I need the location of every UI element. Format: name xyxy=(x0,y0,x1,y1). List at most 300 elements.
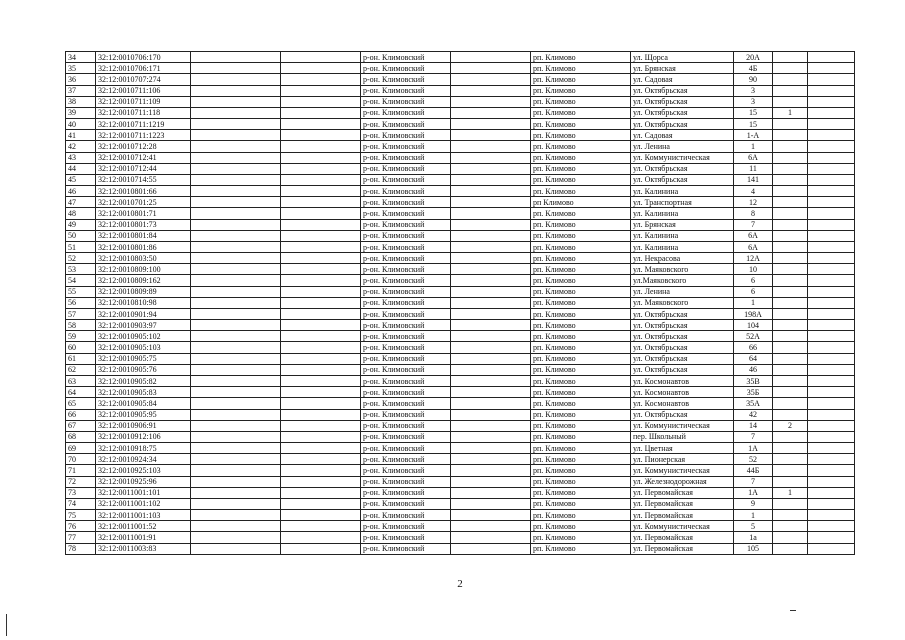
table-row xyxy=(66,431,855,442)
cell-street: ул. Космонавтов xyxy=(631,387,734,398)
cell-row-number: 64 xyxy=(66,387,96,398)
cell-street: ул. Октябрьская xyxy=(631,364,734,375)
cell-apartment xyxy=(773,476,808,487)
cell-street: ул. Октябрьская xyxy=(631,119,734,130)
cell-street: ул. Октябрьская xyxy=(631,342,734,353)
cell-street: ул. Октябрьская xyxy=(631,353,734,364)
cell-locality: рп. Климово xyxy=(531,52,631,63)
cell-street: ул. Брянская xyxy=(631,219,734,230)
cell-empty xyxy=(281,364,361,375)
cell-empty xyxy=(808,241,855,252)
cell-district: р-он. Климовский xyxy=(361,230,451,241)
cell-district: р-он. Климовский xyxy=(361,498,451,509)
cell-locality: рп. Климово xyxy=(531,219,631,230)
cell-empty xyxy=(191,510,281,521)
cell-house: 1А xyxy=(734,487,773,498)
cell-row-number: 37 xyxy=(66,85,96,96)
cell-house: 15 xyxy=(734,107,773,118)
cell-empty xyxy=(451,107,531,118)
cell-empty xyxy=(808,286,855,297)
cell-street: ул. Маяковского xyxy=(631,297,734,308)
cell-empty xyxy=(281,320,361,331)
cell-empty xyxy=(451,253,531,264)
cell-house: 104 xyxy=(734,320,773,331)
cell-empty xyxy=(451,476,531,487)
cell-district: р-он. Климовский xyxy=(361,308,451,319)
cell-empty xyxy=(808,521,855,532)
cell-apartment xyxy=(773,543,808,554)
table-row xyxy=(66,454,855,465)
cell-locality: рп. Климово xyxy=(531,141,631,152)
cell-empty xyxy=(451,498,531,509)
cell-house: 1 xyxy=(734,297,773,308)
cell-street: ул. Ленина xyxy=(631,286,734,297)
cell-locality: рп. Климово xyxy=(531,130,631,141)
cell-cadastral-number: 32:12:0010906:91 xyxy=(96,420,191,431)
cell-empty xyxy=(808,107,855,118)
cell-empty xyxy=(451,364,531,375)
cell-locality: рп Климово xyxy=(531,197,631,208)
cell-empty xyxy=(451,320,531,331)
cell-apartment xyxy=(773,264,808,275)
cell-locality: рп. Климово xyxy=(531,74,631,85)
cell-cadastral-number: 32:12:0011001:91 xyxy=(96,532,191,543)
cell-row-number: 71 xyxy=(66,465,96,476)
cell-locality: рп. Климово xyxy=(531,253,631,264)
cell-street: ул. Первомайская xyxy=(631,532,734,543)
cell-empty xyxy=(281,431,361,442)
cell-apartment xyxy=(773,241,808,252)
cell-empty xyxy=(808,85,855,96)
cell-row-number: 54 xyxy=(66,275,96,286)
cell-apartment xyxy=(773,510,808,521)
cell-empty xyxy=(451,186,531,197)
table-row xyxy=(66,208,855,219)
cell-cadastral-number: 32:12:0010711:109 xyxy=(96,96,191,107)
cell-apartment xyxy=(773,286,808,297)
cell-apartment xyxy=(773,443,808,454)
cell-empty xyxy=(191,431,281,442)
cell-apartment xyxy=(773,63,808,74)
cell-empty xyxy=(281,63,361,74)
cell-empty xyxy=(451,465,531,476)
cell-empty xyxy=(281,85,361,96)
cell-district: р-он. Климовский xyxy=(361,320,451,331)
cell-street: ул. Октябрьская xyxy=(631,409,734,420)
cell-empty xyxy=(451,96,531,107)
cell-street: пер. Школьный xyxy=(631,431,734,442)
cell-empty xyxy=(451,85,531,96)
table-row xyxy=(66,163,855,174)
cell-row-number: 62 xyxy=(66,364,96,375)
cell-empty xyxy=(451,297,531,308)
cell-empty xyxy=(191,465,281,476)
cell-apartment: 1 xyxy=(773,107,808,118)
cell-apartment xyxy=(773,96,808,107)
cell-district: р-он. Климовский xyxy=(361,253,451,264)
cell-empty xyxy=(281,130,361,141)
cell-row-number: 47 xyxy=(66,197,96,208)
cell-empty xyxy=(281,286,361,297)
cell-street: ул. Маяковского xyxy=(631,264,734,275)
cell-cadastral-number: 32:12:0010712:28 xyxy=(96,141,191,152)
cell-empty xyxy=(451,141,531,152)
table-row xyxy=(66,476,855,487)
scan-artifact-mark xyxy=(6,614,7,636)
cell-cadastral-number: 32:12:0010801:71 xyxy=(96,208,191,219)
cell-district: р-он. Климовский xyxy=(361,476,451,487)
table-row xyxy=(66,331,855,342)
cell-street: ул. Щорса xyxy=(631,52,734,63)
cell-locality: рп. Климово xyxy=(531,353,631,364)
cell-locality: рп. Климово xyxy=(531,119,631,130)
cell-cadastral-number: 32:12:0010706:170 xyxy=(96,52,191,63)
cell-empty xyxy=(191,230,281,241)
cell-locality: рп. Климово xyxy=(531,264,631,275)
cell-empty xyxy=(451,163,531,174)
cell-district: р-он. Климовский xyxy=(361,63,451,74)
cell-empty xyxy=(451,431,531,442)
cell-empty xyxy=(191,52,281,63)
cell-empty xyxy=(808,52,855,63)
cell-street: ул. Первомайская xyxy=(631,510,734,521)
cell-empty xyxy=(451,487,531,498)
cell-locality: рп. Климово xyxy=(531,510,631,521)
cell-apartment xyxy=(773,174,808,185)
cell-empty xyxy=(281,543,361,554)
cell-empty xyxy=(281,521,361,532)
cell-house: 35А xyxy=(734,398,773,409)
cell-row-number: 57 xyxy=(66,308,96,319)
cell-district: р-он. Климовский xyxy=(361,431,451,442)
cell-cadastral-number: 32:12:0010905:82 xyxy=(96,375,191,386)
cell-apartment xyxy=(773,320,808,331)
cell-house: 7 xyxy=(734,476,773,487)
cell-locality: рп. Климово xyxy=(531,420,631,431)
table-row xyxy=(66,230,855,241)
cell-empty xyxy=(451,387,531,398)
cell-empty xyxy=(808,364,855,375)
table-row xyxy=(66,375,855,386)
cell-empty xyxy=(191,543,281,554)
cell-row-number: 63 xyxy=(66,375,96,386)
cell-empty xyxy=(808,297,855,308)
cell-locality: рп. Климово xyxy=(531,85,631,96)
cell-empty xyxy=(191,476,281,487)
cell-empty xyxy=(191,375,281,386)
cell-row-number: 50 xyxy=(66,230,96,241)
cell-row-number: 72 xyxy=(66,476,96,487)
cell-district: р-он. Климовский xyxy=(361,342,451,353)
table-row xyxy=(66,387,855,398)
cell-street: ул. Калинина xyxy=(631,241,734,252)
cell-empty xyxy=(191,297,281,308)
cell-apartment xyxy=(773,409,808,420)
cell-house: 6А xyxy=(734,241,773,252)
cell-empty xyxy=(808,264,855,275)
cell-apartment xyxy=(773,275,808,286)
cell-empty xyxy=(191,186,281,197)
cell-locality: рп. Климово xyxy=(531,443,631,454)
cell-empty xyxy=(191,532,281,543)
cell-locality: рп. Климово xyxy=(531,286,631,297)
cell-empty xyxy=(281,420,361,431)
cell-district: р-он. Климовский xyxy=(361,465,451,476)
cell-row-number: 76 xyxy=(66,521,96,532)
cell-apartment xyxy=(773,387,808,398)
cell-district: р-он. Климовский xyxy=(361,532,451,543)
cell-district: р-он. Климовский xyxy=(361,521,451,532)
cell-house: 44Б xyxy=(734,465,773,476)
table-row xyxy=(66,107,855,118)
cell-row-number: 75 xyxy=(66,510,96,521)
cell-empty xyxy=(808,353,855,364)
cell-empty xyxy=(451,543,531,554)
cell-empty xyxy=(808,454,855,465)
cell-empty xyxy=(281,398,361,409)
table-row xyxy=(66,409,855,420)
cell-cadastral-number: 32:12:0011001:101 xyxy=(96,487,191,498)
cell-row-number: 45 xyxy=(66,174,96,185)
cell-locality: рп. Климово xyxy=(531,532,631,543)
table-row xyxy=(66,364,855,375)
cell-empty xyxy=(451,152,531,163)
cell-empty xyxy=(281,163,361,174)
cell-apartment xyxy=(773,52,808,63)
cell-empty xyxy=(281,487,361,498)
cell-house: 42 xyxy=(734,409,773,420)
table-row xyxy=(66,119,855,130)
cell-apartment xyxy=(773,398,808,409)
cell-row-number: 42 xyxy=(66,141,96,152)
cell-apartment xyxy=(773,85,808,96)
cell-district: р-он. Климовский xyxy=(361,197,451,208)
cell-cadastral-number: 32:12:0010905:103 xyxy=(96,342,191,353)
cell-apartment xyxy=(773,186,808,197)
cell-cadastral-number: 32:12:0010712:41 xyxy=(96,152,191,163)
cell-empty xyxy=(451,74,531,85)
cell-locality: рп. Климово xyxy=(531,163,631,174)
cell-empty xyxy=(808,342,855,353)
cell-empty xyxy=(808,532,855,543)
cell-district: р-он. Климовский xyxy=(361,510,451,521)
cell-row-number: 68 xyxy=(66,431,96,442)
cell-empty xyxy=(808,141,855,152)
cell-cadastral-number: 32:12:0010912:106 xyxy=(96,431,191,442)
cell-apartment xyxy=(773,130,808,141)
cell-district: р-он. Климовский xyxy=(361,398,451,409)
cell-apartment xyxy=(773,74,808,85)
cell-row-number: 56 xyxy=(66,297,96,308)
table-row xyxy=(66,308,855,319)
cell-empty xyxy=(808,431,855,442)
cell-row-number: 70 xyxy=(66,454,96,465)
cell-empty xyxy=(281,353,361,364)
table-row xyxy=(66,498,855,509)
cell-apartment xyxy=(773,219,808,230)
cell-district: р-он. Климовский xyxy=(361,163,451,174)
cell-house: 20А xyxy=(734,52,773,63)
cell-cadastral-number: 32:12:0010905:95 xyxy=(96,409,191,420)
cell-empty xyxy=(451,375,531,386)
cell-empty xyxy=(191,63,281,74)
cell-cadastral-number: 32:12:0010801:66 xyxy=(96,186,191,197)
cell-house: 90 xyxy=(734,74,773,85)
cell-empty xyxy=(281,510,361,521)
cell-locality: рп. Климово xyxy=(531,487,631,498)
cell-cadastral-number: 32:12:0010905:76 xyxy=(96,364,191,375)
cell-cadastral-number: 32:12:0010924:34 xyxy=(96,454,191,465)
cell-empty xyxy=(808,465,855,476)
cell-empty xyxy=(808,320,855,331)
cell-row-number: 65 xyxy=(66,398,96,409)
cell-cadastral-number: 32:12:0010801:73 xyxy=(96,219,191,230)
cell-apartment xyxy=(773,342,808,353)
cell-cadastral-number: 32:12:0010809:89 xyxy=(96,286,191,297)
cell-street: ул. Первомайская xyxy=(631,487,734,498)
cell-empty xyxy=(451,275,531,286)
cell-empty xyxy=(281,409,361,420)
cell-street: ул. Октябрьская xyxy=(631,96,734,107)
cell-house: 6 xyxy=(734,286,773,297)
table-row xyxy=(66,465,855,476)
table-row xyxy=(66,275,855,286)
cell-row-number: 34 xyxy=(66,52,96,63)
cell-locality: рп. Климово xyxy=(531,186,631,197)
cell-empty xyxy=(191,398,281,409)
cell-row-number: 41 xyxy=(66,130,96,141)
cell-empty xyxy=(451,63,531,74)
cell-empty xyxy=(808,543,855,554)
cell-empty xyxy=(191,174,281,185)
cell-empty xyxy=(451,230,531,241)
cell-district: р-он. Климовский xyxy=(361,219,451,230)
cell-district: р-он. Климовский xyxy=(361,85,451,96)
registry-body xyxy=(66,52,855,555)
table-row xyxy=(66,141,855,152)
cell-empty xyxy=(451,409,531,420)
scan-artifact-dash xyxy=(790,610,796,611)
cell-row-number: 60 xyxy=(66,342,96,353)
cell-locality: рп. Климово xyxy=(531,152,631,163)
cell-empty xyxy=(191,454,281,465)
cell-cadastral-number: 32:12:0011001:102 xyxy=(96,498,191,509)
cell-locality: рп. Климово xyxy=(531,498,631,509)
cell-locality: рп. Климово xyxy=(531,543,631,554)
cell-empty xyxy=(281,387,361,398)
cell-row-number: 40 xyxy=(66,119,96,130)
cell-empty xyxy=(191,353,281,364)
cell-district: р-он. Климовский xyxy=(361,174,451,185)
cell-house: 1 xyxy=(734,510,773,521)
cell-street: ул. Пионерская xyxy=(631,454,734,465)
cell-district: р-он. Климовский xyxy=(361,487,451,498)
cell-empty xyxy=(191,409,281,420)
cell-cadastral-number: 32:12:0010809:100 xyxy=(96,264,191,275)
cell-house: 5 xyxy=(734,521,773,532)
cell-row-number: 61 xyxy=(66,353,96,364)
cell-cadastral-number: 32:12:0010905:83 xyxy=(96,387,191,398)
table-row xyxy=(66,487,855,498)
cell-house: 64 xyxy=(734,353,773,364)
cell-house: 1а xyxy=(734,532,773,543)
cell-empty xyxy=(281,52,361,63)
cell-house: 1 xyxy=(734,141,773,152)
cell-district: р-он. Климовский xyxy=(361,264,451,275)
cell-cadastral-number: 32:12:0010711:118 xyxy=(96,107,191,118)
cell-locality: рп. Климово xyxy=(531,208,631,219)
table-row xyxy=(66,74,855,85)
cell-row-number: 38 xyxy=(66,96,96,107)
table-row xyxy=(66,320,855,331)
cell-empty xyxy=(808,219,855,230)
cell-row-number: 44 xyxy=(66,163,96,174)
cell-empty xyxy=(451,342,531,353)
cell-locality: рп. Климово xyxy=(531,398,631,409)
cell-street: ул. Первомайская xyxy=(631,543,734,554)
cell-empty xyxy=(451,420,531,431)
cell-house: 52А xyxy=(734,331,773,342)
cell-row-number: 59 xyxy=(66,331,96,342)
table-row xyxy=(66,130,855,141)
cell-empty xyxy=(281,375,361,386)
cell-street: ул. Ленина xyxy=(631,141,734,152)
table-row xyxy=(66,52,855,63)
cell-empty xyxy=(808,487,855,498)
cell-street: ул. Садовая xyxy=(631,130,734,141)
cell-empty xyxy=(808,387,855,398)
cell-cadastral-number: 32:12:0010901:94 xyxy=(96,308,191,319)
cell-district: р-он. Климовский xyxy=(361,96,451,107)
cell-apartment xyxy=(773,532,808,543)
cell-apartment xyxy=(773,119,808,130)
cell-empty xyxy=(281,219,361,230)
cell-row-number: 52 xyxy=(66,253,96,264)
cell-empty xyxy=(191,420,281,431)
cell-empty xyxy=(451,174,531,185)
cell-empty xyxy=(808,375,855,386)
cell-apartment xyxy=(773,465,808,476)
cell-empty xyxy=(191,253,281,264)
cell-apartment xyxy=(773,208,808,219)
table-row xyxy=(66,297,855,308)
cell-empty xyxy=(451,532,531,543)
cell-empty xyxy=(191,219,281,230)
cell-locality: рп. Климово xyxy=(531,107,631,118)
cell-row-number: 43 xyxy=(66,152,96,163)
cell-cadastral-number: 32:12:0010712:44 xyxy=(96,163,191,174)
cell-apartment xyxy=(773,253,808,264)
cell-empty xyxy=(808,63,855,74)
cell-empty xyxy=(451,130,531,141)
cell-empty xyxy=(191,487,281,498)
cell-row-number: 78 xyxy=(66,543,96,554)
cell-empty xyxy=(191,141,281,152)
cell-house: 9 xyxy=(734,498,773,509)
cell-empty xyxy=(191,163,281,174)
cell-locality: рп. Климово xyxy=(531,297,631,308)
cell-empty xyxy=(191,241,281,252)
cell-district: р-он. Климовский xyxy=(361,409,451,420)
cell-cadastral-number: 32:12:0010711:1223 xyxy=(96,130,191,141)
cell-empty xyxy=(451,443,531,454)
cell-street: ул. Октябрьская xyxy=(631,331,734,342)
cell-empty xyxy=(281,443,361,454)
table-row xyxy=(66,174,855,185)
cell-street: ул. Цветная xyxy=(631,443,734,454)
cell-street: ул. Брянская xyxy=(631,63,734,74)
cell-cadastral-number: 32:12:0010905:84 xyxy=(96,398,191,409)
